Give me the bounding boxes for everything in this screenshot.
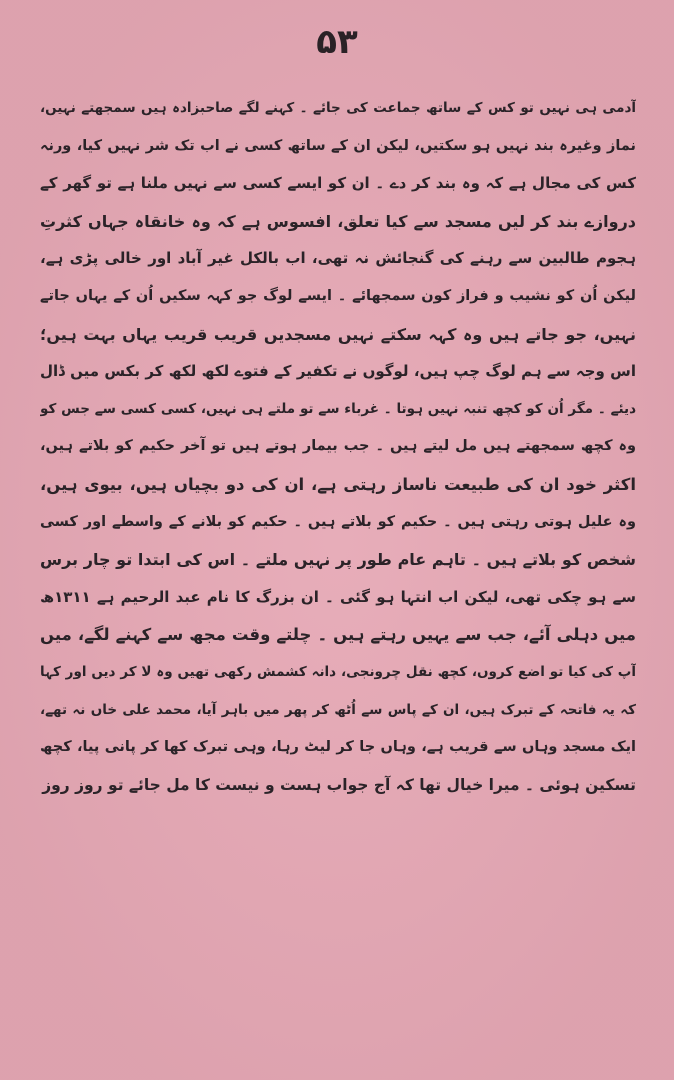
text-line: نماز وغیرہ بند نہیں ہو سکتیں، لیکن ان کے ساتھ کسی نے اب تک شر نہیں کیا، ورنہ bbox=[40, 137, 636, 154]
text-line: اس وجہ سے ہم لوگ چپ ہیں، لوگوں نے تکفیر کے فتوے لکھ لکھ کر بکس میں ڈال bbox=[40, 362, 636, 381]
text-line: لیکن اُن کو نشیب و فراز کون سمجھائے ۔ ایسے لوگ جو کہہ سکیں اُن کے یہاں جاتے bbox=[40, 287, 636, 304]
text-line: اکثر خود ان کی طبیعت ناساز رہتی ہے، ان کی دو بچیاں ہیں، بیوی ہیں، bbox=[40, 474, 636, 494]
text-line: آدمی ہی نہیں تو کس کے ساتھ جماعت کی جائے ۔ کہنے لگے صاحبزادہ ہیں سمجھتے نہیں، bbox=[40, 100, 636, 116]
text-line: نہیں، جو جاتے ہیں وہ کہہ سکتے نہیں مسجدیں قریب قریب یہاں بہت ہیں؛ bbox=[40, 324, 636, 344]
text-line: وہ علیل ہوتی رہتی ہیں ۔ حکیم کو بلاتے ہیں ۔ حکیم کو بلانے کے واسطے اور کسی bbox=[40, 513, 636, 530]
text-line: آپ کی کیا تو اضع کروں، کچھ نقل چرونجی، دانہ کشمش رکھی تھیں وہ لا کر دیں اور کہا bbox=[40, 663, 636, 680]
body-text bbox=[40, 90, 636, 804]
text-line: میں دہلی آئے، جب سے یہیں رہتے ہیں ۔ چلتے وقت مجھ سے کہنے لگے، میں bbox=[40, 625, 636, 645]
text-line: کس کی مجال ہے کہ وہ بند کر دے ۔ ان کو ایسے کسی سے نہیں ملنا ہے تو گھر کے bbox=[40, 174, 636, 193]
text-line: سے ہو چکی تھی، لیکن اب انتہا ہو گئی ۔ ان بزرگ کا نام عبد الرحیم ہے ۱۳۱۱ھ bbox=[40, 587, 636, 606]
text-line: ایک مسجد وہاں سے قریب ہے، وہاں جا کر لیٹ رہا، وہی تبرک کھا کر پانی پیا، کچھ bbox=[40, 739, 636, 756]
text-line: وہ کچھ سمجھتے ہیں مل لیتے ہیں ۔ جب بیمار ہوتے ہیں تو آخر حکیم کو بلاتے ہیں، bbox=[40, 438, 636, 455]
text-line: شخص کو بلاتے ہیں ۔ تاہم عام طور پر نہیں ملتے ۔ اس کی ابتدا تو چار برس bbox=[40, 550, 636, 570]
text-line: دروازے بند کر لیں مسجد سے کیا تعلق، افسوس ہے کہ وہ خانقاہ جہاں کثرتِ bbox=[40, 211, 636, 231]
page-number: ۵۳ bbox=[316, 22, 358, 62]
text-line: دیئے ۔ مگر اُن کو کچھ تنبہ نہیں ہوتا ۔ غرباء سے تو ملتے ہی نہیں، کسی کسی سے جس کو bbox=[40, 400, 636, 417]
text-line: کہ یہ فاتحہ کے تبرک ہیں، ان کے پاس سے اُٹھ کر پھر میں باہر آیا، محمد علی خاں نہ تھے، bbox=[40, 701, 636, 718]
text-line: ہجوم طالبین سے رہنے کی گنجائش نہ تھی، اب بالکل غیر آباد اور خالی پڑی ہے، bbox=[40, 249, 636, 268]
text-line: تسکین ہوئی ۔ میرا خیال تھا کہ آج جواب ہست و نیست کا مل جائے تو روز روز bbox=[42, 775, 636, 794]
